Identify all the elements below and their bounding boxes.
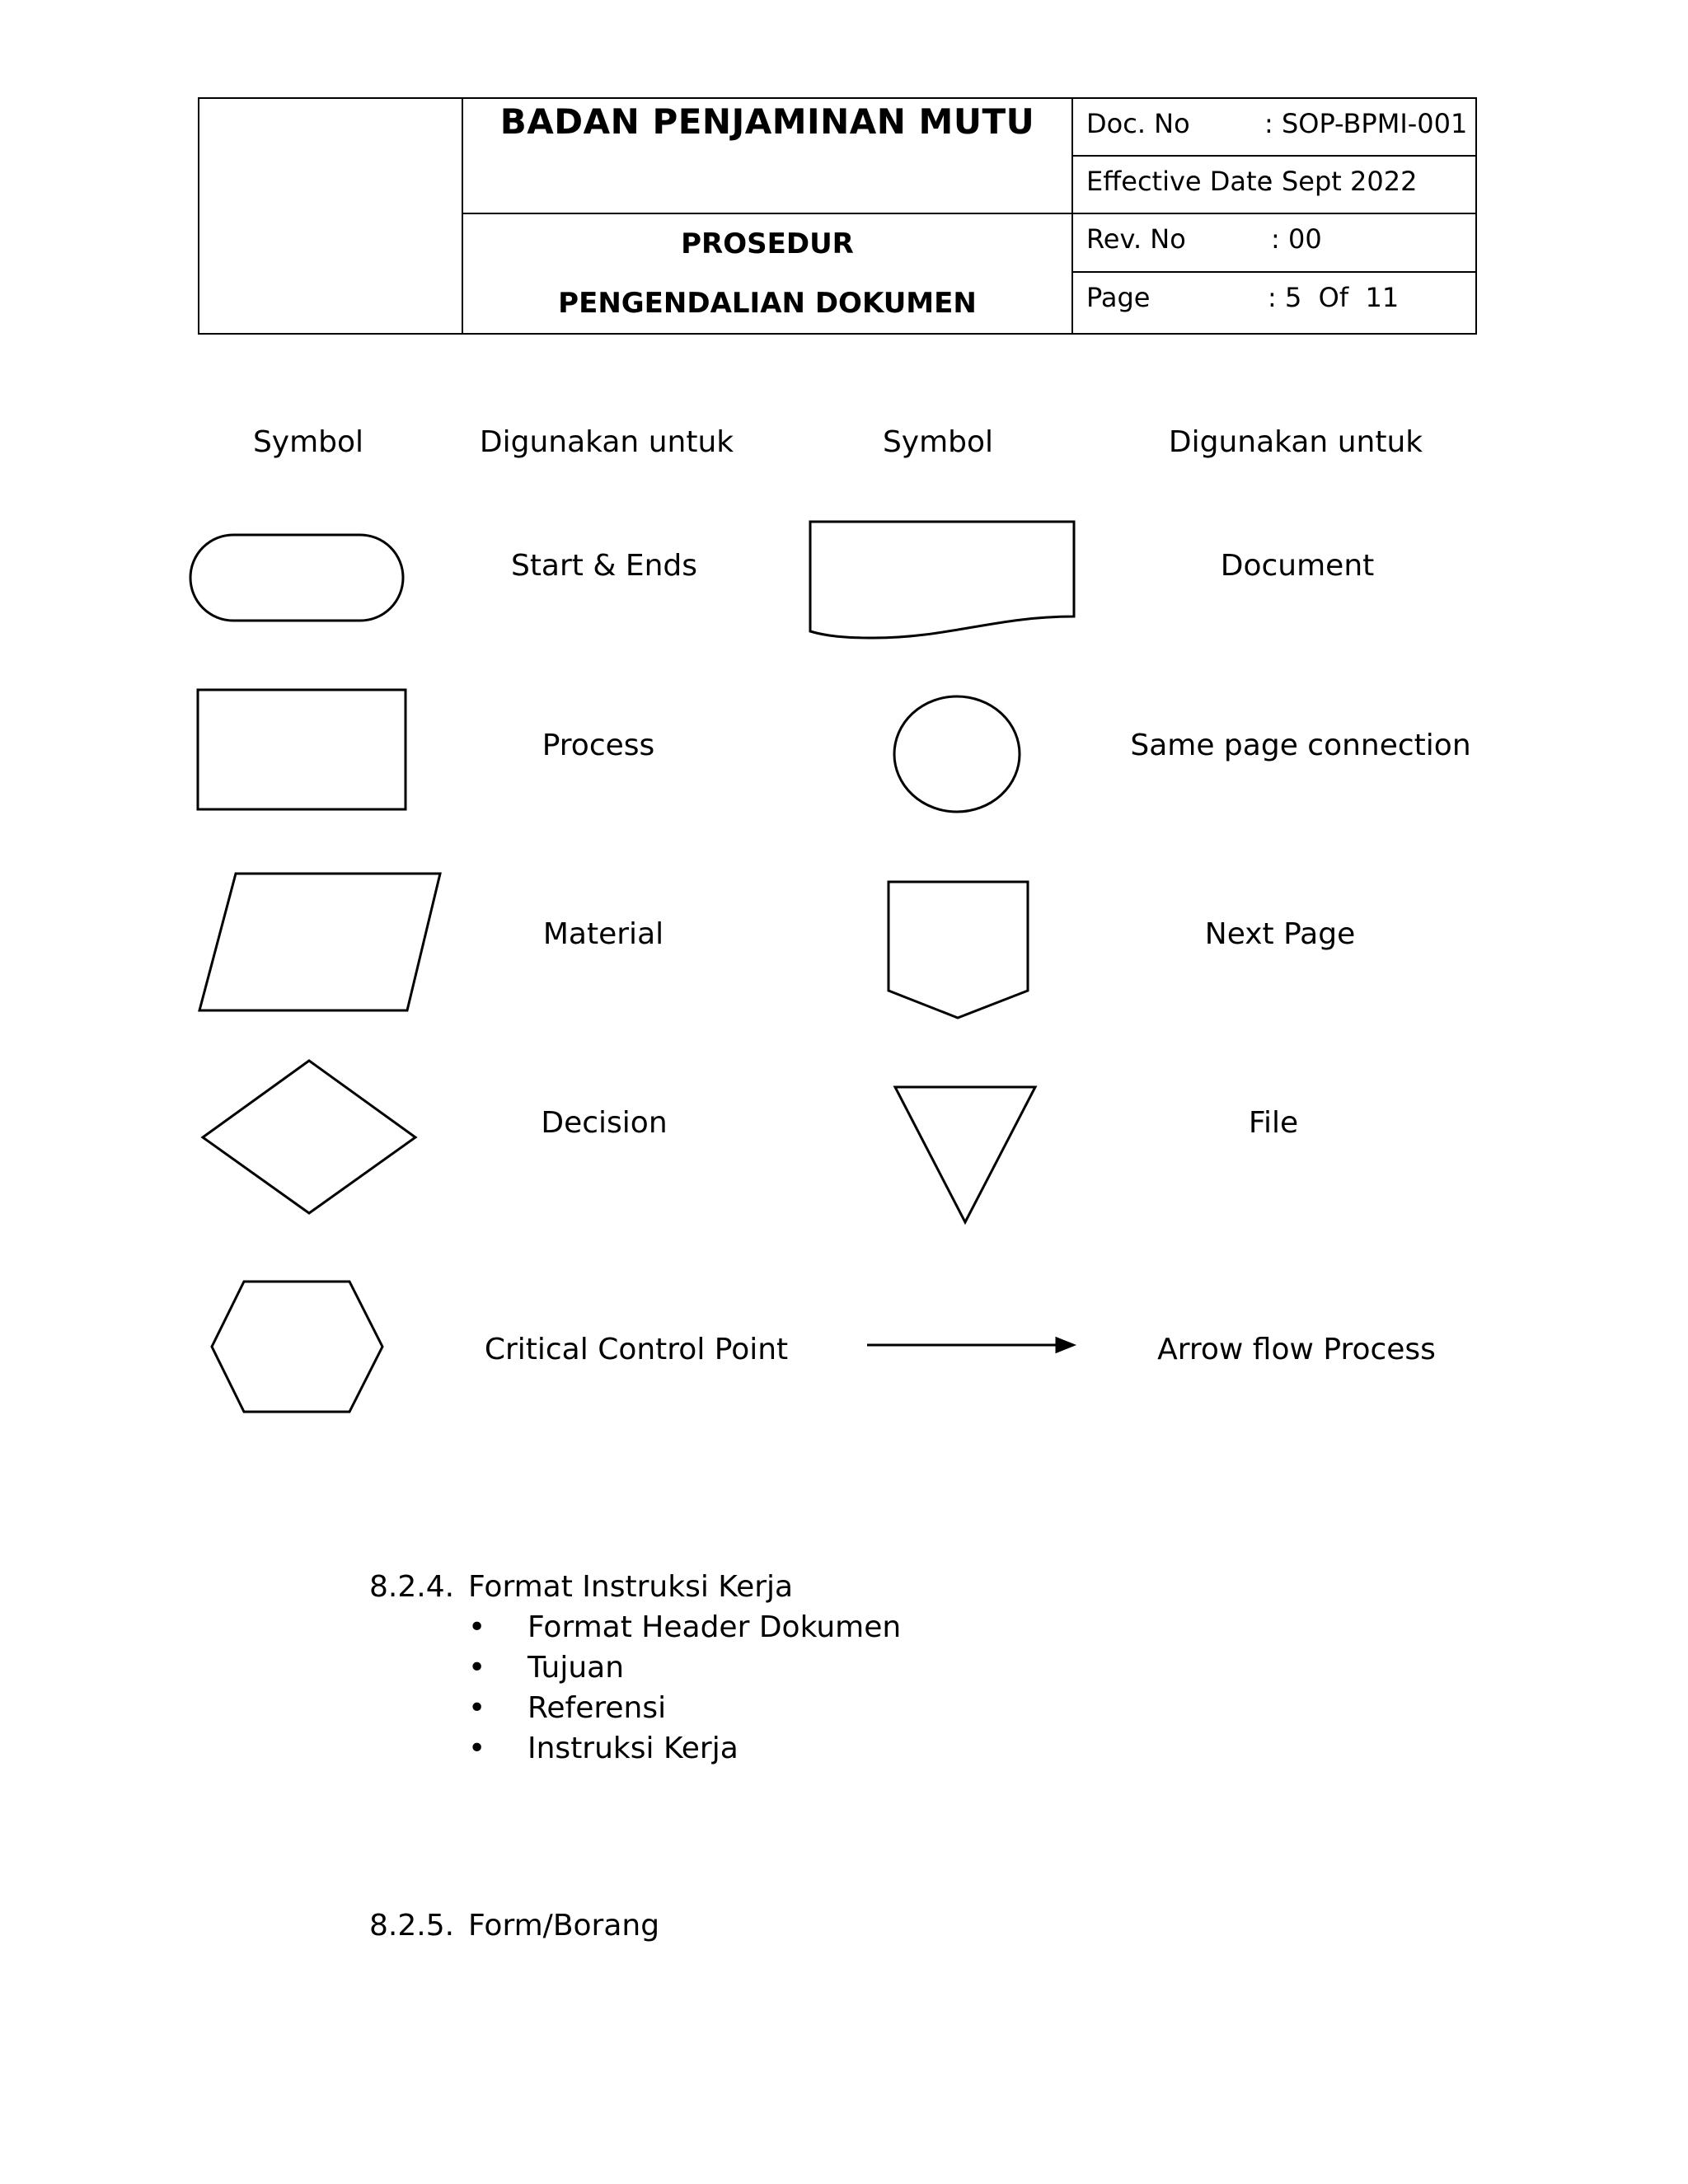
label-same-page-connection: Same page connection xyxy=(1130,729,1471,762)
process-symbol xyxy=(198,690,406,809)
rev-no-value: : 00 xyxy=(1271,223,1322,255)
section-8-2-5-heading xyxy=(369,1909,659,1943)
label-arrow-flow: Arrow flow Process xyxy=(1157,1333,1436,1366)
arrow-head xyxy=(1057,1338,1073,1352)
page-value: : 5 Of 11 xyxy=(1268,281,1400,313)
list-item: • Instruksi Kerja xyxy=(468,1728,901,1769)
connector-symbol xyxy=(894,696,1020,812)
label-start-ends: Start & Ends xyxy=(510,549,698,583)
label-ccp: Critical Control Point xyxy=(484,1333,789,1366)
effective-date-label: Effective Date xyxy=(1086,166,1273,197)
label-document: Document xyxy=(1220,549,1375,583)
label-file: File xyxy=(1248,1106,1299,1140)
col-use-right: Digunakan untuk xyxy=(1168,425,1423,459)
procedure-label: PROSEDUR xyxy=(681,227,854,260)
doc-no-value: : SOP-BPMI-001 xyxy=(1264,108,1468,139)
col-use-left: Digunakan untuk xyxy=(479,425,734,459)
col-symbol-left: Symbol xyxy=(252,425,364,459)
rev-no-label: Rev. No xyxy=(1086,223,1186,255)
section-8-2-4-heading xyxy=(369,1570,793,1604)
section-title: Form/Borang xyxy=(468,1909,660,1943)
page-label: Page xyxy=(1086,281,1151,313)
label-decision: Decision xyxy=(541,1106,668,1140)
label-next-page: Next Page xyxy=(1204,917,1356,951)
section-8-2-4-list xyxy=(468,1607,901,1769)
effective-date-value: : Sept 2022 xyxy=(1264,166,1418,197)
offpage-connector-symbol xyxy=(889,882,1028,1018)
procedure-name: PENGENDALIAN DOKUMEN xyxy=(558,287,977,320)
document-symbol xyxy=(810,522,1074,638)
doc-no-label: Doc. No xyxy=(1086,108,1190,139)
section-title: Format Instruksi Kerja xyxy=(468,1570,794,1604)
material-symbol xyxy=(199,874,440,1010)
ccp-symbol xyxy=(212,1282,382,1412)
label-process: Process xyxy=(542,729,655,762)
list-item: • Tujuan xyxy=(468,1647,901,1688)
file-symbol xyxy=(895,1087,1035,1222)
terminator-symbol xyxy=(190,535,403,621)
list-item: • Format Header Dokumen xyxy=(468,1607,901,1647)
section-number: 8.2.4. xyxy=(369,1570,455,1604)
org-title: BADAN PENJAMINAN MUTU xyxy=(462,98,1072,213)
list-item: • Referensi xyxy=(468,1688,901,1728)
col-symbol-right: Symbol xyxy=(882,425,994,459)
section-number: 8.2.5. xyxy=(369,1909,455,1943)
decision-symbol xyxy=(203,1061,415,1213)
label-material: Material xyxy=(542,917,664,951)
